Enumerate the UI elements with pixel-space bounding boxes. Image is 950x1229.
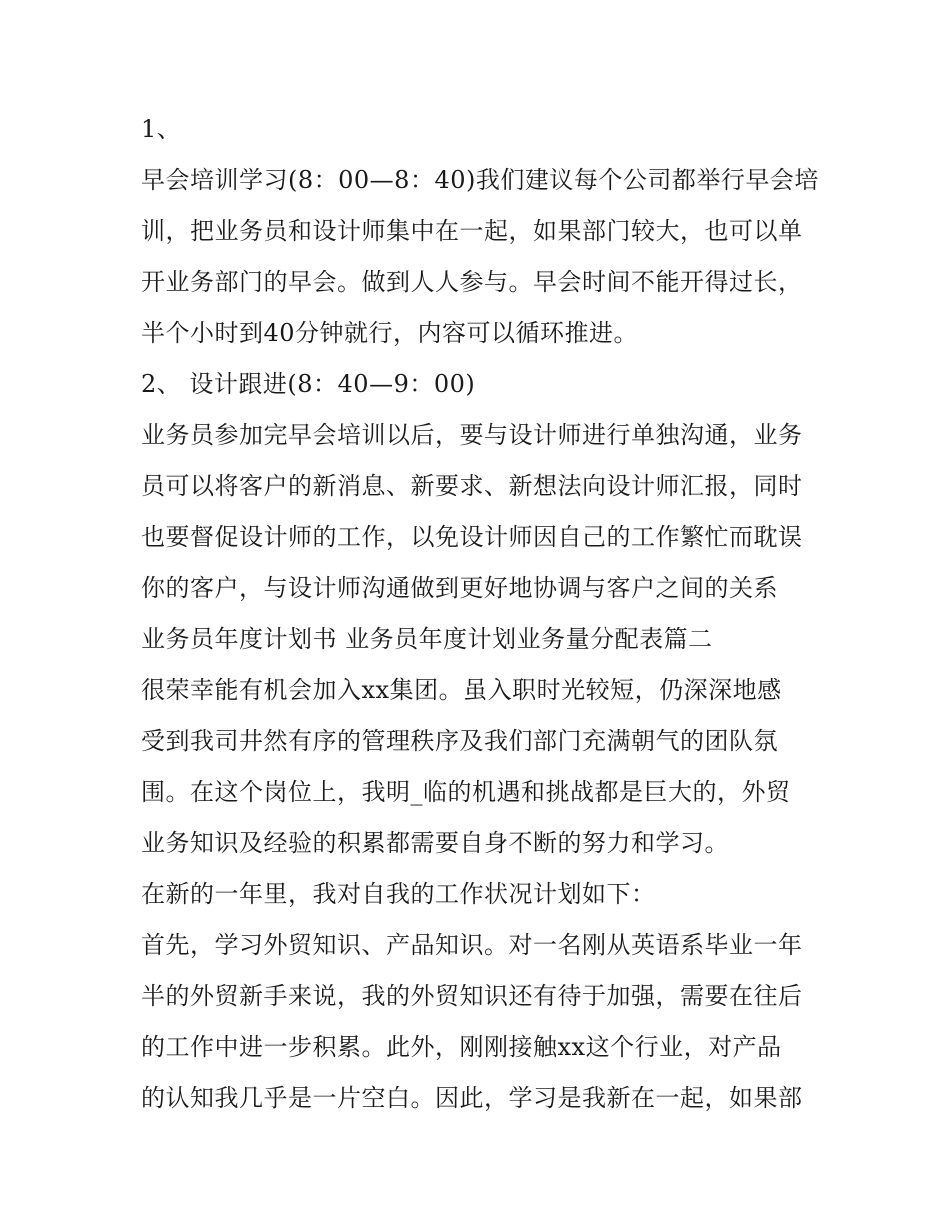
text-line: 的工作中进一步积累。此外，刚刚接触xx这个行业，对产品 bbox=[141, 1033, 782, 1061]
text-line: 很荣幸能有机会加入xx集团。虽入职时光较短，仍深深地感 bbox=[141, 676, 782, 704]
text-line: 受到我司井然有序的管理秩序及我们部门充满朝气的团队氛 bbox=[141, 727, 778, 755]
text-line: 训，把业务员和设计师集中在一起，如果部门较大，也可以单 bbox=[141, 217, 803, 245]
section-heading-2: 2、 设计跟进(8：40—9：00) bbox=[141, 370, 476, 398]
text-line: 员可以将客户的新消息、新要求、新想法向设计师汇报，同时 bbox=[141, 472, 803, 500]
section-number-1: 1、 bbox=[141, 115, 182, 143]
text-line: 半个小时到40分钟就行，内容可以循环推进。 bbox=[141, 319, 639, 347]
text-line: 的认知我几乎是一片空白。因此，学习是我新在一起，如果部 bbox=[141, 1084, 803, 1112]
text-line: 也要督促设计师的工作，以免设计师因自己的工作繁忙而耽误 bbox=[141, 523, 803, 551]
text-line: 首先，学习外贸知识、产品知识。对一名刚从英语系毕业一年 bbox=[141, 931, 803, 959]
document-body bbox=[141, 104, 821, 1124]
text-line: 半的外贸新手来说，我的外贸知识还有待于加强，需要在往后 bbox=[141, 982, 803, 1010]
text-line: 开业务部门的早会。做到人人参与。早会时间不能开得过长， bbox=[141, 268, 803, 296]
text-line: 业务员参加完早会培训以后，要与设计师进行单独沟通，业务 bbox=[141, 421, 803, 449]
text-line: 你的客户，与设计师沟通做到更好地协调与客户之间的关系 bbox=[141, 574, 778, 602]
text-line: 业务知识及经验的积累都需要自身不断的努力和学习。 bbox=[141, 829, 729, 857]
text-line: 早会培训学习(8：00—8：40)我们建议每个公司都举行早会培 bbox=[141, 166, 819, 194]
text-line: 在新的一年里，我对自我的工作状况计划如下： bbox=[141, 880, 656, 908]
section-title-part-2: 业务员年度计划书 业务员年度计划业务量分配表篇二 bbox=[141, 625, 713, 653]
text-line: 围。在这个岗位上，我明_临的机遇和挑战都是巨大的，外贸 bbox=[141, 778, 791, 806]
